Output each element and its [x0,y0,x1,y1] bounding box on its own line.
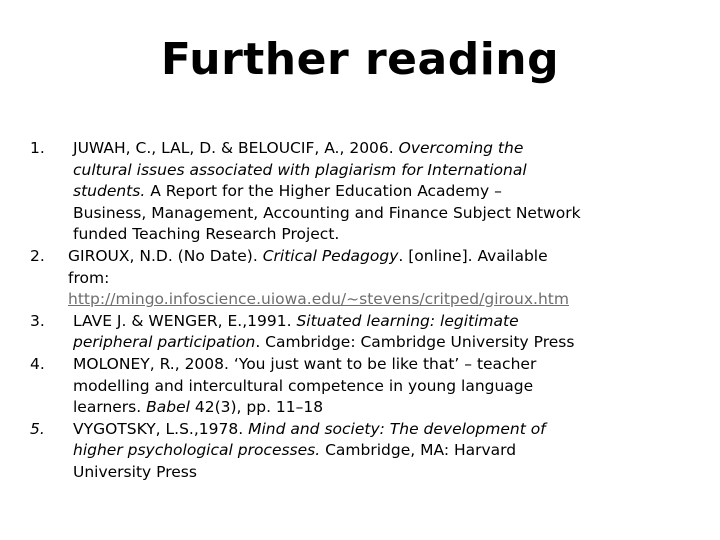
reference-italic-text: Critical Pedagogy [262,246,399,265]
reference-plain-text: Cambridge, MA: Harvard [320,441,517,460]
reference-text [73,354,690,419]
reference-plain-text: funded Teaching Research Project. [73,225,340,244]
reference-line [73,160,690,182]
reference-plain-text: 42(3), pp. 11–18 [189,398,324,417]
reference-text [73,138,690,246]
reference-plain-text: from: [68,268,110,287]
reference-link[interactable]: http://mingo.infoscience.uiowa.edu/~stevens/critped/giroux.htm [68,290,569,309]
reference-text [73,419,690,484]
reference-item [30,311,690,354]
reference-plain-text: JUWAH, C., LAL, D. & BELOUCIF, A., 2006. [73,139,399,157]
reference-line [68,246,690,268]
reference-italic-text: Mind and society: The development of [248,419,546,438]
reference-number: 2. [30,246,45,265]
reference-item [30,246,690,311]
reference-plain-text: VYGOTSKY, L.S.,1978. [73,419,249,438]
reference-line [73,224,690,246]
reference-line [73,440,690,462]
reference-line [73,181,690,203]
reference-plain-text: modelling and intercultural competence in young language [73,376,534,395]
reference-number: 4. [30,354,45,373]
reference-line [73,203,690,225]
reference-number: 3. [30,311,45,330]
reference-item [30,138,690,246]
reference-text [73,311,690,354]
reference-line [73,462,690,484]
reference-plain-text: Business, Management, Accounting and Finance Subject Network [73,203,581,222]
reference-text [68,246,690,311]
page-title: Further reading [160,34,560,85]
reference-line [73,354,690,376]
reference-plain-text: GIROUX, N.D. (No Date). [68,246,263,265]
reference-plain-text: A Report for the Higher Education Academy – [145,182,502,201]
reference-line [68,268,690,290]
reference-item [30,419,690,484]
reference-italic-text: higher psychological processes. [73,441,321,460]
reference-item [30,354,690,419]
reference-plain-text: University Press [73,462,197,481]
reference-plain-text: LAVE J. & WENGER, E.,1991. [73,311,297,330]
reference-plain-text: learners. [73,398,147,417]
reference-italic-text: Babel [146,398,190,417]
reference-line [68,289,690,311]
reference-plain-text: . [online]. Available [398,246,548,265]
reference-italic-text: Situated learning: legitimate [296,311,519,330]
reference-italic-text: peripheral participation [73,333,256,352]
reference-line [73,376,690,398]
reference-italic-text: cultural issues associated with plagiarism for International [73,160,527,179]
reference-line [73,332,690,354]
reference-number: 1. [30,139,45,157]
reference-plain-text: . Cambridge: Cambridge University Press [255,333,575,352]
reference-line [73,311,690,333]
reference-line [73,138,690,160]
reference-italic-text: Overcoming the [398,139,524,157]
reference-number: 5. [30,419,45,438]
reference-italic-text: students. [73,182,146,201]
reference-list [30,138,690,484]
reference-plain-text: MOLONEY, R., 2008. ‘You just want to be like that’ – teacher [73,354,537,373]
reference-line [73,419,690,441]
reference-line [73,397,690,419]
